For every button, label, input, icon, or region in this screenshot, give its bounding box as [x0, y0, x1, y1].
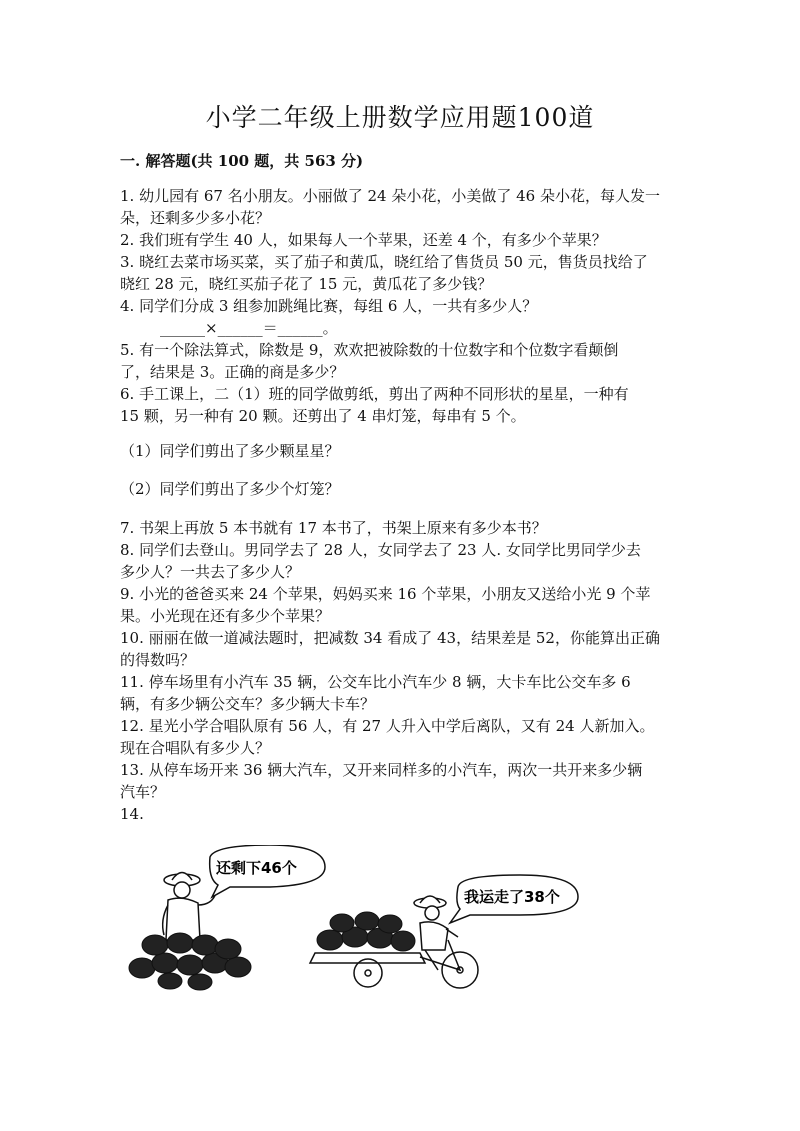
watermelon-pile-cart: [317, 912, 415, 951]
question-line: 9. 小光的爸爸买来 24 个苹果，妈妈买来 16 个苹果，小朋友又送给小光 9 个苹: [120, 585, 651, 603]
seated-man-figure: [163, 873, 216, 941]
question-1: [120, 185, 686, 229]
watermelon-pile-left: [129, 933, 251, 990]
speech-bubble-left: [210, 845, 325, 897]
question-line: 15 颗，另一种有 20 颗。还剪出了 4 串灯笼，每串有 5 个。: [120, 407, 526, 425]
questions-7-to-14: [120, 517, 686, 825]
question-line: 8. 同学们去登山。男同学去了 28 人，女同学去了 23 人. 女同学比男同学少去: [120, 541, 641, 559]
question-line: （1）同学们剪出了多少颗星星？: [120, 442, 340, 460]
question-line: 了，结果是 3。正确的商是多少？: [120, 363, 345, 381]
speech-bubble-right: [450, 875, 578, 923]
bubble-text-right: 我运走了38个: [464, 888, 560, 906]
question-line: 4. 同学们分成 3 组参加跳绳比赛，每组 6 人，一共有多少人？: [120, 297, 538, 315]
question-6-part-1: [120, 440, 686, 462]
question-6: [120, 383, 686, 427]
question-line: 12. 星光小学合唱队原有 56 人，有 27 人升入中学后离队，又有 24 人新加入。: [120, 717, 655, 735]
question-line: 汽车？: [120, 783, 166, 801]
section-heading: 一. 解答题(共 100 题，共 563 分): [120, 152, 364, 170]
page-title: 小学二年级上册数学应用题100道: [205, 103, 595, 132]
question-line: 现在合唱队有多少人？: [120, 739, 271, 757]
question-line: 10. 丽丽在做一道减法题时，把减数 34 看成了 43，结果差是 52，你能算出正确: [120, 629, 660, 647]
watermelon-illustration: [120, 845, 600, 1005]
question-line: 1. 幼儿园有 67 名小朋友。小丽做了 24 朵小花，小美做了 46 朵小花，每人发一: [120, 187, 660, 205]
question-line: 11. 停车场里有小汽车 35 辆，公交车比小汽车少 8 辆，大卡车比公交车多 6: [120, 673, 631, 691]
question-2: [120, 229, 686, 251]
question-line: 6. 手工课上，二（1）班的同学做剪纸，剪出了两种不同形状的星星，一种有: [120, 385, 629, 403]
question-line: 的得数吗？: [120, 651, 196, 669]
question-6-part-2: [120, 478, 686, 500]
question-5: [120, 339, 686, 383]
question-line: 5. 有一个除法算式，除数是 9，欢欢把被除数的十位数字和个位数字看颠倒: [120, 341, 619, 359]
question-line: 13. 从停车场开来 36 辆大汽车，又开来同样多的小汽车，两次一共开来多少辆: [120, 761, 643, 779]
question-4: [120, 295, 686, 339]
question-line: 朵，还剩多少多小花？: [120, 209, 271, 227]
question-line: 果。小光现在还有多少个苹果？: [120, 607, 331, 625]
question-3: [120, 251, 686, 295]
question-line: 多少人？一共去了多少人？: [120, 563, 301, 581]
question-line: 辆，有多少辆公交车？多少辆大卡车？: [120, 695, 376, 713]
answer-blank-line: ______×______＝______。: [160, 319, 338, 337]
question-line: 14.: [120, 805, 144, 823]
question-line: 2. 我们班有学生 40 人，如果每人一个苹果，还差 4 个，有多少个苹果？: [120, 231, 607, 249]
bubble-text-left: 还剩下46个: [216, 859, 297, 877]
question-line: （2）同学们剪出了多少个灯笼？: [120, 480, 340, 498]
question-line: 晓红 28 元，晓红买茄子花了 15 元，黄瓜花了多少钱？: [120, 275, 493, 293]
question-line: 3. 晓红去菜市场买菜，买了茄子和黄瓜，晓红给了售货员 50 元，售货员找给了: [120, 253, 648, 271]
question-line: 7. 书架上再放 5 本书就有 17 本书了，书架上原来有多少本书？: [120, 519, 547, 537]
